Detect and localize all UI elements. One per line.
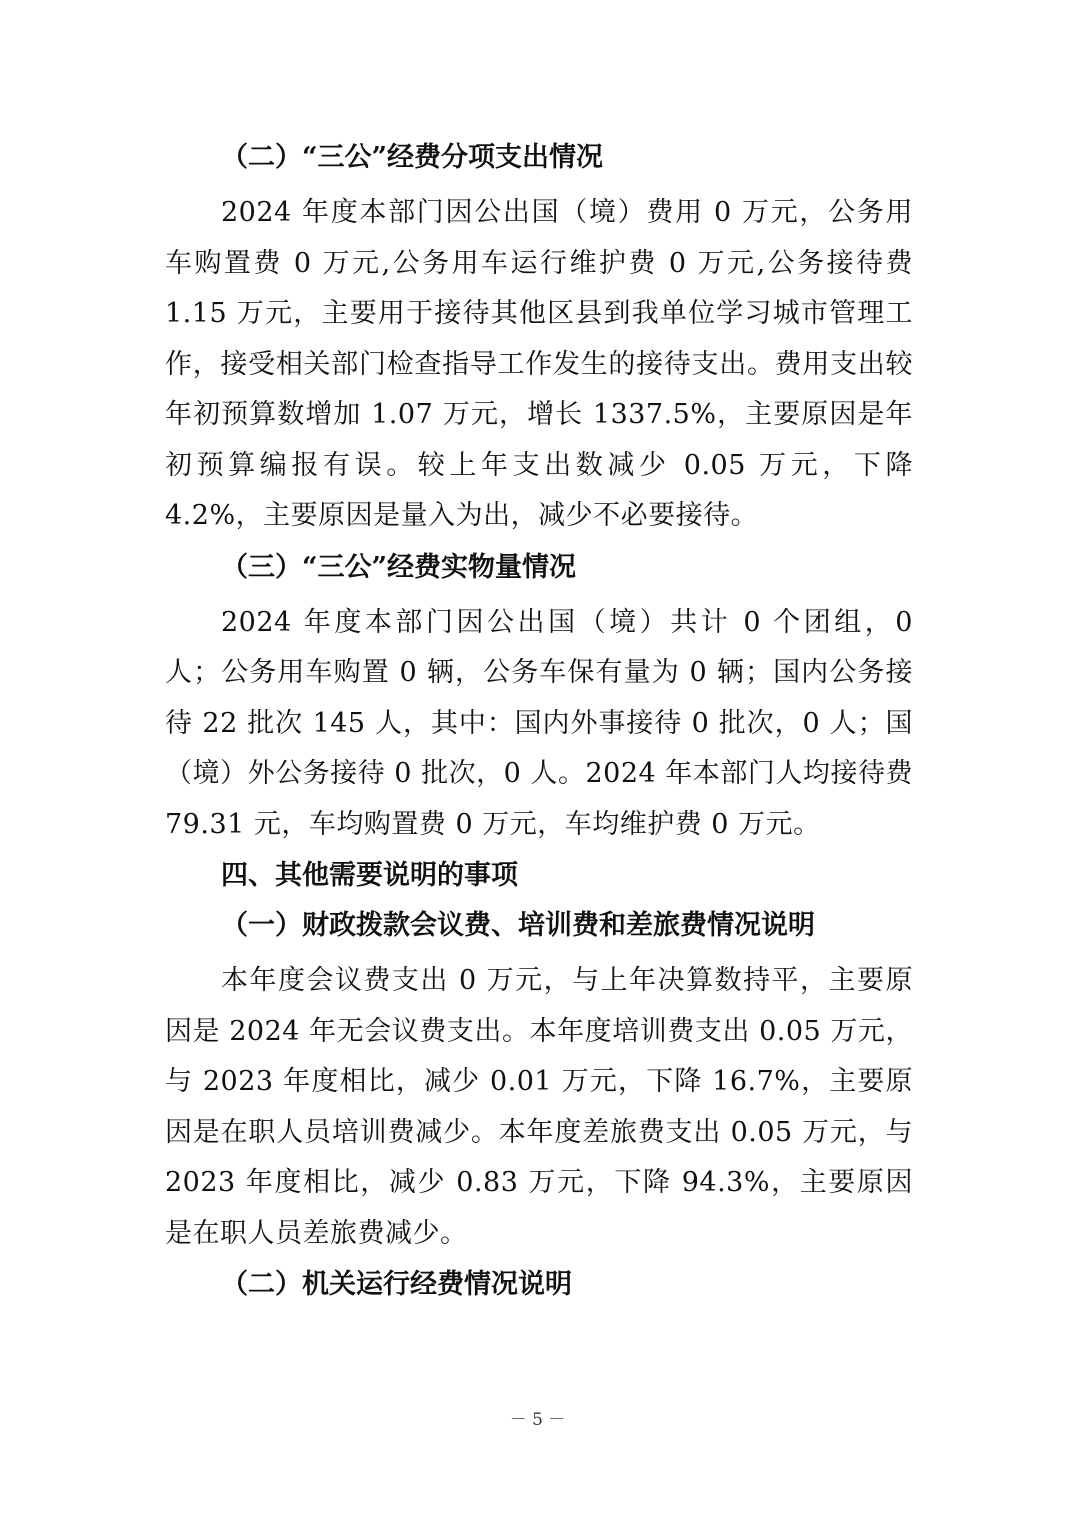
subheading-meeting-training-travel: （一）财政拨款会议费、培训费和差旅费情况说明 <box>221 910 815 941</box>
paragraph-meeting-training-travel: 本年度会议费支出 0 万元，与上年决算数持平，主要原因是 2024 年无会议费支出。本年度培训费支出 0.05 万元，与 2023 年度相比，减少 0.01 万元，下降 16.7%，主要原因是在职人员培训费减少。本年度差旅费支出 0.05 万元，与 2023 年度相比，减少 0.83 万元，下降 94.3%，主要原因是在职人员差旅费减少。 <box>165 965 913 1249</box>
paragraph-expenses-breakdown: 2024 年度本部门因公出国（境）费用 0 万元，公务用车购置费 0 万元,公务用车运行维护费 0 万元,公务接待费 1.15 万元，主要用于接待其他区县到我单位学习城市管理工作，接受相关部门检查指导工作发生的接待支出。费用支出较年初预算数增加 1.07 万元，增长 1337.5%，主要原因是年初预算编报有误。较上年支出数减少 0.05 万元，下降 4.2%，主要原因是量入为出，减少不必要接待。 <box>165 197 913 531</box>
subheading-agency-operating-expenses: （二）机关运行经费情况说明 <box>221 1269 572 1300</box>
subheading-three-public-expenses-breakdown: （二）“三公”经费分项支出情况 <box>221 142 604 173</box>
paragraph-physical-quantity: 2024 年度本部门因公出国（境）共计 0 个团组，0 人；公务用车购置 0 辆，公务车保有量为 0 辆；国内公务接待 22 批次 145 人，其中：国内外事接待 0 批次，0 人；国（境）外公务接待 0 批次，0 人。2024 年本部门人均接待费 79.31 元，车均购置费 0 万元，车均维护费 0 万元。 <box>165 606 913 840</box>
page-number: － 5 － <box>509 1410 566 1430</box>
subheading-three-public-physical-quantity: （三）“三公”经费实物量情况 <box>221 551 577 583</box>
heading-other-matters: 四、其他需要说明的事项 <box>221 860 518 891</box>
document-body <box>165 138 913 1305</box>
